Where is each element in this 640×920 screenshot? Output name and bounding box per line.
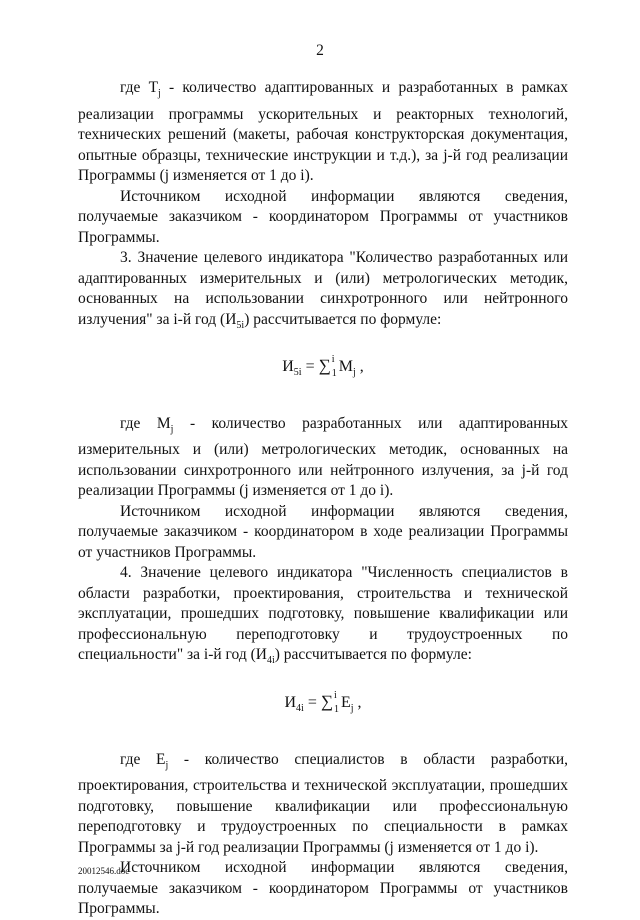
paragraph-indicator-4: 4. Значение целевого индикатора "Численность специалистов в области разработки, проектирования, строительства и технической эксплуатации, прошедших подготовку, повышение квалификации или профессиональную переподготовку и трудоустроенных по специальности" за i-й год $(И_{4i})$ рассчитывается по формуле: [78,564,568,667]
paragraph-mj-definition: где $M_j$ - количество разработанных или адаптированных измерительных и (или) метрологических методик, основанных на использовании синхротронного или нейтронного излучения, за j-й год реализации Программы (j изменяется от 1 до i). [78,414,568,500]
formula-i4: $И_{4i}$ = ∑ i 1 $E_j$ , [284,690,362,716]
paragraph-source-2: Источником исходной информации являются сведения, получаемые заказчиком - координатором в ходе реализации Программы от участников Программы. [78,502,568,561]
paragraph-ej-definition: где $E_j$ - количество специалистов в области разработки, проектирования, строительства и технической эксплуатации, прошедших подготовку, повышение квалификации или профессиональную переподготовку и трудоустроенных по специальности в рамках Программы за j-й год реализации Программы (j изменяется от 1 до i). [78,750,568,856]
formula-i5: $И_{5i}$ = ∑ i 1 $M_j$ , [282,354,364,380]
paragraph-source-3: Источником исходной информации являются сведения, получаемые заказчиком - координатором Программы от участников Программы. [78,859,568,918]
paragraph-indicator-3: 3. Значение целевого индикатора "Количество разработанных или адаптированных измерительных и (или) метрологических методик, основанных на использовании синхротронного или нейтронного излучения" за i-й год $(И_{5i})$ рассчитывается по формуле: [78,249,568,331]
paragraph-tj-definition: где $T_j$ - количество адаптированных и разработанных в рамках реализации программы ускорительных и реакторных технологий, технических решений (макеты, рабочая конструкторская документация, опытные образцы, технические инструкции и т.д.), за j-й год реализации Программы (j изменяется от 1 до i). [78,79,568,185]
file-name-footer: 20012546.doc [78,866,130,876]
page-number: 2 [316,42,324,59]
document-body [78,78,568,920]
paragraph-source-1: Источником исходной информации являются сведения, получаемые заказчиком - координатором Программы от участников Программы. [78,187,568,246]
